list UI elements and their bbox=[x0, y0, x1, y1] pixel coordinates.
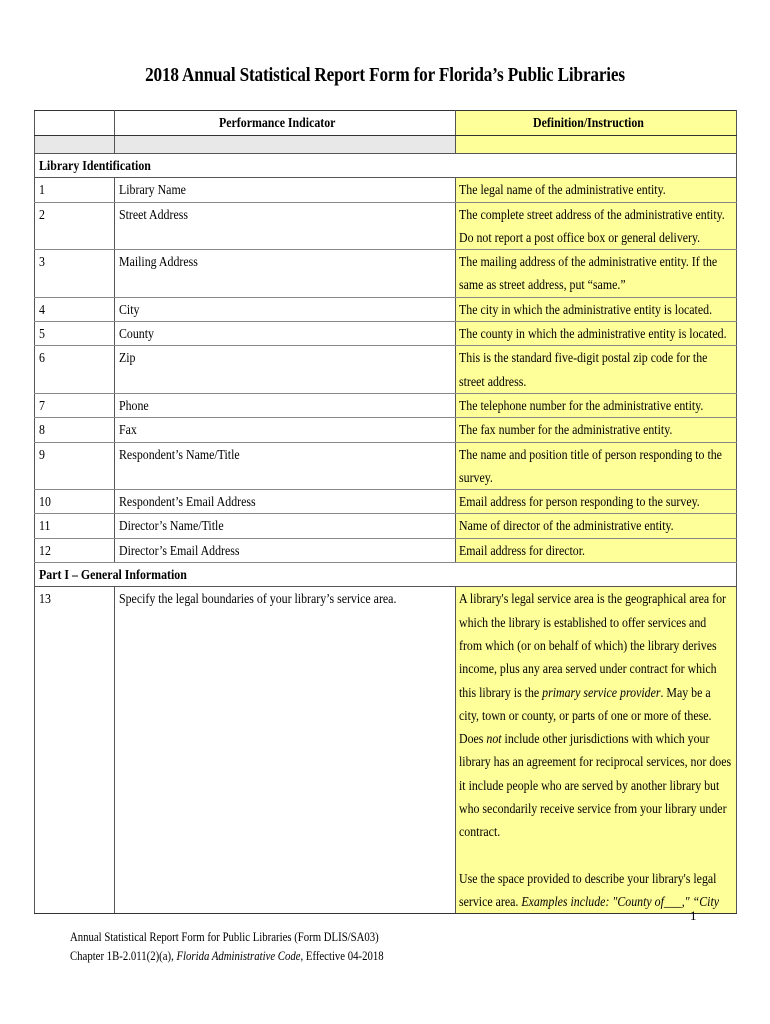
page-title: 2018 Annual Statistical Report Form for Florida’s Public Libraries bbox=[145, 64, 625, 86]
page-footer bbox=[70, 928, 384, 966]
row-indicator: Director’s Name/Title bbox=[115, 514, 456, 538]
row-number: 7 bbox=[35, 393, 115, 417]
row-number: 8 bbox=[35, 418, 115, 442]
page-number: 1 bbox=[690, 908, 697, 923]
header-performance-indicator: Performance Indicator bbox=[115, 111, 456, 136]
row-definition-service-area bbox=[456, 587, 737, 914]
row-definition: The county in which the administrative entity is located. bbox=[456, 322, 737, 346]
row-number: 4 bbox=[35, 297, 115, 321]
table-row bbox=[35, 250, 737, 298]
row-definition: The city in which the administrative entity is located. bbox=[456, 297, 737, 321]
definition-paragraph-2: Use the space provided to describe your library's legal service area. Examples include: "County of___," “City bbox=[459, 870, 720, 909]
table-row bbox=[35, 178, 737, 202]
section-part-i-general-information: Part I – General Information bbox=[35, 563, 737, 587]
row-definition: This is the standard five-digit postal zip code for the street address. bbox=[456, 346, 737, 394]
row-indicator: Library Name bbox=[115, 178, 456, 202]
definition-paragraph-1: A library's legal service area is the geographical area for which the library is established to offer services and from which (or on behalf of which) the library derives income, plus any area served under contract for which this library is the primary service provider. May be a city, town or county, or parts of one or more of these. Does not include other jurisdictions with which your library has an agreement for reciprocal services, nor does it include people who are served by another library but who secondarily receive service from your library under contract. bbox=[459, 591, 732, 840]
row-number: 9 bbox=[35, 442, 115, 490]
row-number: 10 bbox=[35, 490, 115, 514]
row-indicator: Phone bbox=[115, 393, 456, 417]
row-indicator: Fax bbox=[115, 418, 456, 442]
table-row bbox=[35, 514, 737, 538]
table-row bbox=[35, 322, 737, 346]
row-definition: The legal name of the administrative entity. bbox=[456, 178, 737, 202]
row-indicator: Mailing Address bbox=[115, 250, 456, 298]
row-indicator: Specify the legal boundaries of your library’s service area. bbox=[115, 587, 456, 914]
row-number: 13 bbox=[35, 587, 115, 914]
table-row bbox=[35, 297, 737, 321]
header-number-cell bbox=[35, 111, 115, 136]
row-indicator: County bbox=[115, 322, 456, 346]
row-indicator: Zip bbox=[115, 346, 456, 394]
row-number: 11 bbox=[35, 514, 115, 538]
row-indicator: City bbox=[115, 297, 456, 321]
row-definition: The complete street address of the administrative entity. Do not report a post office box or general delivery. bbox=[456, 202, 737, 250]
row-definition: Email address for person responding to the survey. bbox=[456, 490, 737, 514]
table-row bbox=[35, 202, 737, 250]
table-row bbox=[35, 490, 737, 514]
footer-citation: Chapter 1B-2.011(2)(a), Florida Administrative Code, Effective 04-2018 bbox=[70, 949, 384, 963]
row-definition: The mailing address of the administrative entity. If the same as street address, put “same.” bbox=[456, 250, 737, 298]
row-definition: The fax number for the administrative entity. bbox=[456, 418, 737, 442]
shaded-spacer-row bbox=[35, 136, 737, 154]
row-indicator: Director’s Email Address bbox=[115, 538, 456, 562]
table-header-row bbox=[35, 111, 737, 136]
row-indicator: Street Address bbox=[115, 202, 456, 250]
statistical-report-table bbox=[34, 110, 737, 914]
row-definition: The name and position title of person responding to the survey. bbox=[456, 442, 737, 490]
table-row bbox=[35, 538, 737, 562]
row-definition: Name of director of the administrative entity. bbox=[456, 514, 737, 538]
row-number: 6 bbox=[35, 346, 115, 394]
row-indicator: Respondent’s Name/Title bbox=[115, 442, 456, 490]
row-indicator: Respondent’s Email Address bbox=[115, 490, 456, 514]
row-number: 1 bbox=[35, 178, 115, 202]
row-definition: Email address for director. bbox=[456, 538, 737, 562]
row-number: 3 bbox=[35, 250, 115, 298]
row-number: 5 bbox=[35, 322, 115, 346]
row-number: 12 bbox=[35, 538, 115, 562]
footer-form-title: Annual Statistical Report Form for Public Libraries (Form DLIS/SA03) bbox=[70, 930, 379, 944]
table-row bbox=[35, 418, 737, 442]
table-row bbox=[35, 346, 737, 394]
header-definition-instruction: Definition/Instruction bbox=[456, 111, 737, 136]
row-number: 2 bbox=[35, 202, 115, 250]
table-row-13 bbox=[35, 587, 737, 914]
table-row bbox=[35, 442, 737, 490]
section-library-identification: Library Identification bbox=[35, 154, 737, 178]
table-row bbox=[35, 393, 737, 417]
row-definition: The telephone number for the administrative entity. bbox=[456, 393, 737, 417]
